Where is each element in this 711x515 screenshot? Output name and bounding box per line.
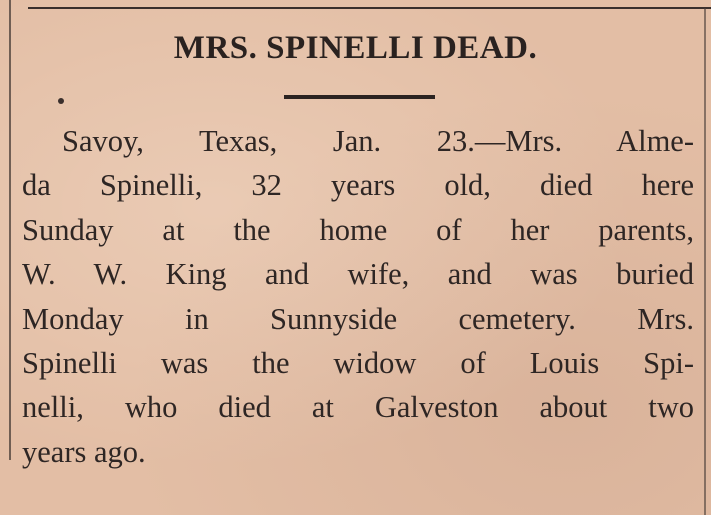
article-line: Spinelli was the widow of Louis Spi-	[22, 345, 694, 380]
article-line: Monday in Sunnyside cemetery. Mrs.	[22, 301, 694, 336]
article-line: W. W. King and wife, and was buried	[22, 257, 694, 292]
headline-divider	[284, 95, 435, 99]
ink-speck	[58, 98, 64, 104]
article-line: Savoy, Texas, Jan. 23.—Mrs. Alme-	[62, 124, 694, 158]
article-line: Sunday at the home of her parents,	[22, 212, 694, 247]
article-line: nelli, who died at Galveston about two	[22, 390, 694, 425]
article-body	[22, 119, 694, 474]
top-column-rule	[28, 0, 711, 9]
left-column-rule	[9, 0, 11, 460]
article-headline: MRS. SPINELLI DEAD.	[173, 30, 538, 66]
article-line: da Spinelli, 32 years old, died here	[22, 168, 694, 203]
article-line: years ago.	[22, 434, 146, 469]
right-column-rule	[704, 8, 706, 515]
